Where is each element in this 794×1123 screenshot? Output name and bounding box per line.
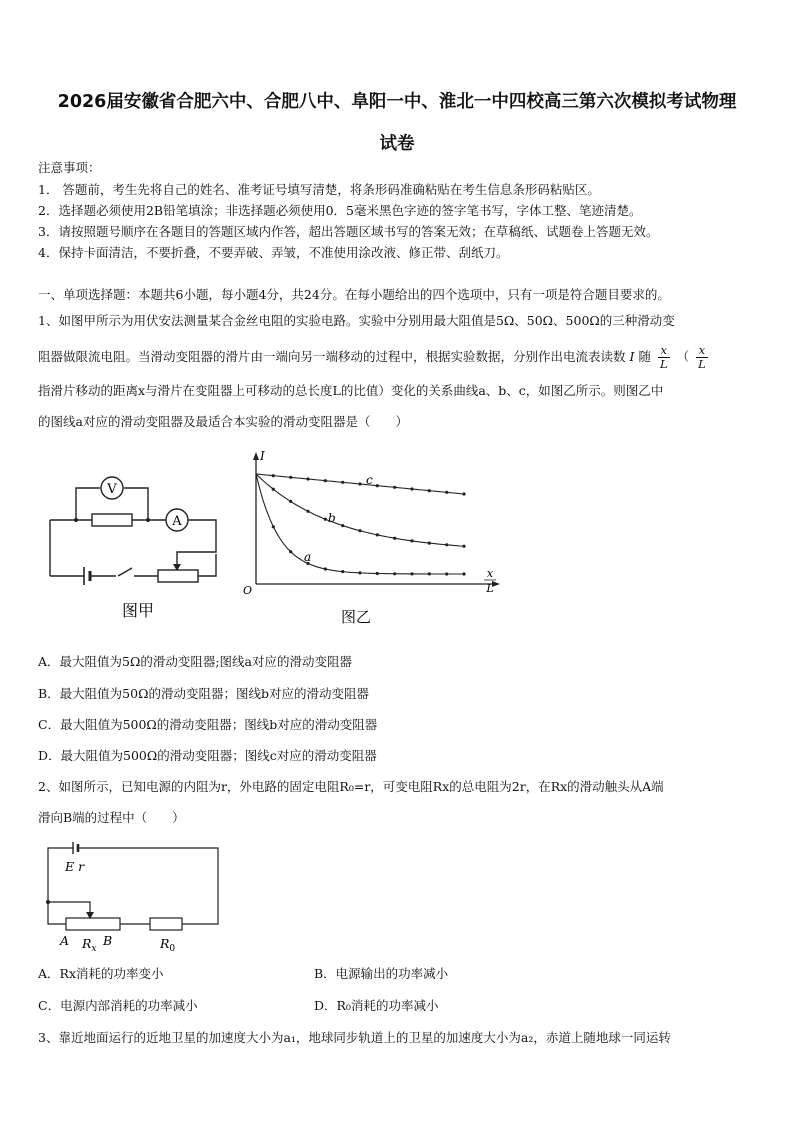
figure-yi-graph [236,450,506,636]
q3-line1: 3、靠近地面运行的近地卫星的加速度大小为a₁，地球同步轨道上的卫星的加速度大小为a₂，赤道上随地球一同运转 [38,1030,671,1045]
y-axis-label: I [260,450,265,463]
notice-item-3: 3．请按照题号顺序在各题目的答题区域内作答，超出答题区域书写的答案无效；在草稿纸、试题卷上答题无效。 [38,224,659,239]
curve-c-point [306,477,309,480]
q1-fraction [658,344,670,371]
r0-label-sub: 0 [169,944,176,954]
notice-item-1: 1． 答题前，考生先将自己的姓名、准考证号填写清楚，将条形码准确粘贴在考生信息条形码粘贴区。 [38,182,600,197]
origin-label: O [243,584,253,597]
curve-b-point [393,537,396,540]
figure-jia-caption: 图甲 [121,601,155,620]
rx-label-sub: x [91,944,97,954]
curve-b-point [289,500,292,503]
curve-a-point [376,572,379,575]
q2-option-c: C．电源内部消耗的功率减小 [38,998,198,1013]
curve-b-point [324,518,327,521]
paper-title-line1: 2026届安徽省合肥六中、合肥八中、阜阳一中、淮北一中四校高三第六次模拟考试物理 [57,92,737,112]
curve-c-point [462,492,465,495]
q1-current-symbol: I [629,349,635,364]
curve-c-point [428,489,431,492]
curve-c-point [358,482,361,485]
r0-label [159,936,175,954]
fraction-numerator: x [696,344,708,358]
q2-option-d: D．R₀消耗的功率减小 [314,998,439,1013]
q2-line2: 滑向B端的过程中（ ） [38,810,185,825]
curve-c-point [410,487,413,490]
curve-label-c: c [366,473,373,487]
curve-b-point [376,533,379,536]
curve-a-point [289,550,292,553]
curve-a-point [445,572,448,575]
curve-b-point [445,543,448,546]
q1-line2-text: 阻器做限流电阻。当滑动变阻器的滑片由一端向另一端移动的过程中，根据实验数据，分别作出电流表读数 [38,349,626,364]
curve-b-point [410,539,413,542]
notice-item-2: 2．选择题必须使用2B铅笔填涂；非选择题必须使用0．5毫米黑色字迹的签字笔书写，字体工整、笔迹清楚。 [38,203,642,218]
curve-c-point [289,476,292,479]
curve-a-point [462,572,465,575]
q1-option-b: B．最大阻值为50Ω的滑动变阻器；图线b对应的滑动变阻器 [38,686,369,701]
q1-line2-sui: 随 [638,349,651,364]
rx-resistor-symbol [66,918,120,930]
curve-a-point [341,570,344,573]
curve-c-point [393,486,396,489]
rx-label-main: R [82,936,92,951]
q1-fraction-2 [696,344,708,371]
q2-option-b: B．电源输出的功率减小 [314,966,449,981]
curve-b-point [358,529,361,532]
q1-line2 [38,344,711,371]
curve-b-point [462,545,465,548]
fraction-numerator: x [658,344,670,358]
rx-label [81,936,97,954]
curve-c-point [272,474,275,477]
section-heading: 一、单项选择题：本题共6小题，每小题4分，共24分。在每小题给出的四个选项中，只有一项是符合题目要求的。 [38,287,670,302]
paper-title-line2: 试卷 [379,134,415,154]
curve-c-point [445,491,448,494]
curve-b-point [428,542,431,545]
q1-option-a: A．最大阻值为5Ω的滑动变阻器;图线a对应的滑动变阻器 [38,654,353,669]
wire-resistor-symbol [92,514,132,526]
figure-yi-caption: 图乙 [340,608,372,626]
curve-b-point [272,488,275,491]
r0-label-main: R [160,936,170,951]
q2-circuit [40,840,226,956]
fraction-denominator: L [698,357,706,371]
curve-c-point [376,484,379,487]
q1-line2-paren: （ [676,349,690,364]
x-axis-label-num: x [486,567,494,580]
curve-b-point [341,524,344,527]
curve-label-b: b [328,511,336,525]
ammeter-label: A [172,514,182,529]
curve-a-point [428,572,431,575]
q1-line3: 指滑片移动的距离x与滑片在变阻器上可移动的总长度L的比值）变化的关系曲线a、b、c，如图乙所示。则图乙中 [38,383,664,398]
figure-jia-circuit [40,468,230,638]
q2-option-a: A．Rx消耗的功率变小 [38,966,164,981]
fraction-denominator: L [659,357,668,371]
source-label: E r [65,859,85,874]
curve-a [256,474,464,574]
curve-a-point [358,571,361,574]
curve-b-point [306,510,309,513]
curve-a-point [272,525,275,528]
notice-heading: 注意事项： [38,160,101,175]
q1-line1: 1、如图甲所示为用伏安法测量某合金丝电阻的实验电路。实验中分别用最大阻值是5Ω、50Ω、500Ω的三种滑动变 [38,313,675,328]
notice-item-4: 4．保持卡面清洁，不要折叠，不要弄破、弄皱，不准使用涂改液、修正带、刮纸刀。 [38,245,509,260]
curve-c-point [324,479,327,482]
x-axis-label-den: L [486,582,494,595]
curve-a-point [393,572,396,575]
rheostat-symbol [158,570,198,582]
q1-option-c: C．最大阻值为500Ω的滑动变阻器；图线b对应的滑动变阻器 [38,717,378,732]
voltmeter-label: V [107,482,117,497]
curve-a-point [410,572,413,575]
end-b-label: B [103,933,113,948]
end-a-label: A [60,933,70,948]
curve-group [256,474,466,576]
q2-line1: 2、如图所示，已知电源的内阻为r，外电路的固定电阻R₀=r，可变电阻Rx的总电阻为2r，在Rx的滑动触头从A端 [38,779,664,794]
q1-line4: 的图线a对应的滑动变阻器及最适合本实验的滑动变阻器是（ ） [38,414,408,429]
curve-a-point [324,567,327,570]
curve-c-point [341,481,344,484]
r0-resistor-symbol [150,918,182,930]
q1-option-d: D．最大阻值为500Ω的滑动变阻器；图线c对应的滑动变阻器 [38,748,377,763]
curve-label-a: a [304,550,312,564]
